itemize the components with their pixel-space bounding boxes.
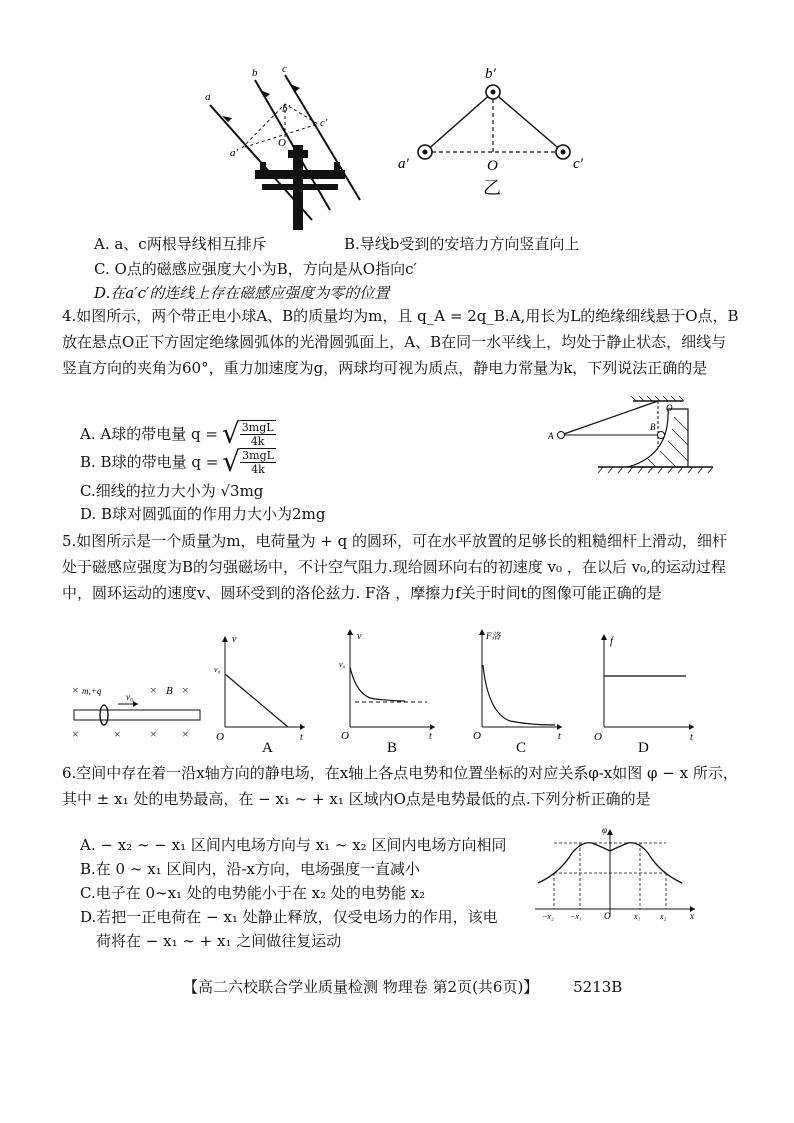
crossarm-low	[262, 184, 338, 190]
caption: D	[638, 740, 649, 756]
origin: O	[594, 731, 602, 743]
y-axis-label: F洛	[486, 631, 501, 641]
pole-label-b2: b′	[282, 103, 290, 115]
label-a: A	[548, 431, 554, 441]
q3-option-c: C. O点的磁感应强度大小为B，方向是从O指向c′	[94, 260, 417, 278]
q6-option-c: C.电子在 0~x₁ 处的电势能小于在 x₂ 处的电势能 x₂	[80, 884, 426, 902]
y-axis-label: v	[357, 631, 362, 642]
pole-label-a2: a′	[230, 147, 238, 159]
x-axis-label: t	[300, 732, 303, 743]
origin: O	[341, 730, 349, 742]
footer-text: 【高二六校联合学业质量检测 物理卷 第2页(共6页)】	[183, 978, 539, 996]
x-axis-label: t	[558, 731, 561, 742]
q6-option-d1: D.若把一正电荷在 − x₁ 处静止释放，仅受电场力的作用，该电	[80, 908, 498, 926]
origin: O	[473, 730, 481, 742]
ball-b	[658, 432, 665, 439]
field-label: B	[166, 685, 173, 697]
svg-text:×: ×	[150, 727, 157, 741]
q4-option-a-prefix: A. A球的带电量 q =	[80, 425, 218, 443]
yi-caption: 乙	[483, 178, 501, 198]
origin: O	[216, 731, 224, 743]
q4-fraction-b	[240, 448, 276, 476]
q5-stem: 5.如图所示是一个质量为m，电荷量为 + q 的圆环，可在水平放置的足够长的粗糙细杆上滑动，细杆处于磁感应强度为B的匀强磁场中，不计空气阻力.现给圆环向右的初速度 v₀ ，在以后 v₀,的运动过程中，圆环运动的速度v、圆环受到的洛伦兹力. F洛 ，摩擦力f关于时间t的图像可能正确的是	[62, 532, 728, 602]
q6-option-a: A. − x₂ ∼ − x₁ 区间内电场方向与 x₁ ∼ x₂ 区间内电场方向相同	[80, 836, 507, 854]
yi-label-o: O	[487, 158, 498, 174]
q4-option-b	[80, 444, 276, 480]
velocity-line	[225, 674, 288, 727]
q6-stem: 6.空间中存在着一沿x轴方向的静电场，在x轴上各点电势和位置坐标的对应关系φ-x如图 φ − x 所示，其中 ± x₁ 处的电势最高，在 − x₁ ∼ + x₁ 区域内O点是电势最低的点.下列分析正确的是	[62, 764, 738, 808]
v0-tick: v₀	[214, 665, 221, 674]
q4-arc-figure	[548, 395, 723, 480]
pole-label-c2: c′	[320, 117, 328, 129]
label-o: O	[666, 403, 673, 413]
sqrt-icon: √	[221, 417, 240, 450]
phi-label: φ	[602, 825, 607, 835]
x-label: x	[690, 911, 694, 921]
q3-option-a: A. a、c两根导线相互排斥	[94, 235, 267, 253]
tick-x1: x₁	[634, 912, 641, 921]
tick-neg-x1: −x₁	[570, 912, 582, 921]
tick-x2: x₂	[660, 912, 667, 921]
q3-option-b: B.导线b受到的安培力方向竖直向上	[344, 235, 580, 253]
lorentz-curve	[483, 665, 555, 725]
pole-label-o: O	[278, 137, 286, 149]
graph-c	[470, 625, 570, 757]
svg-text:×: ×	[72, 727, 79, 741]
pole-label-a: a	[205, 91, 211, 103]
frac-num: 3mgL	[241, 421, 274, 434]
x-axis-label: t	[429, 731, 432, 742]
q4-option-b-prefix: B. B球的带电量 q =	[80, 453, 219, 471]
tick-neg-x2: −x₂	[542, 912, 554, 921]
frac-num: 3mgL	[242, 449, 274, 462]
y-axis-label: f	[610, 635, 614, 647]
sqrt-icon: √	[222, 445, 241, 478]
q6-option-b: B.在 0 ∼ x₁ 区间内，沿-x方向，电场强度一直减小	[80, 860, 420, 878]
frac-den: 4k	[250, 435, 265, 448]
page-footer	[183, 976, 622, 997]
svg-text:×: ×	[150, 683, 157, 697]
svg-text:×: ×	[72, 683, 79, 697]
phi-x-graph	[530, 825, 705, 925]
q5-ring-figure	[70, 680, 210, 740]
x-axis-label: t	[690, 732, 693, 743]
wire-b	[255, 80, 330, 210]
pole-label-b: b	[252, 67, 258, 79]
arrow-b	[260, 90, 270, 98]
yi-label-a: a′	[398, 156, 409, 172]
svg-text:×: ×	[114, 727, 121, 741]
arrow-c	[290, 84, 300, 92]
y-axis-label: v	[232, 634, 237, 645]
graph-a	[210, 632, 310, 757]
velocity-curve	[350, 667, 405, 701]
svg-text:×: ×	[182, 727, 189, 741]
caption: C	[516, 740, 527, 756]
pole-label-c: c	[282, 63, 287, 75]
graph-d	[590, 630, 700, 757]
yi-label-b: b′	[485, 66, 496, 82]
thread	[561, 401, 658, 435]
yi-label-c: c′	[573, 156, 583, 172]
rod	[74, 710, 200, 720]
ring-label: m,+q	[82, 686, 102, 696]
v0-label: v₀	[126, 692, 134, 702]
frac-den: 4k	[251, 463, 265, 476]
footer-code: 5213B	[573, 978, 623, 996]
graph-b	[335, 625, 440, 757]
svg-text:×: ×	[182, 683, 189, 697]
crossarm-top	[255, 170, 345, 179]
q4-option-d: D. B球对圆弧面的作用力大小为2mg	[80, 505, 326, 523]
ball-a	[558, 432, 565, 439]
q6-option-d2: 荷将在 − x₁ ∼ + x₁ 之间做往复运动	[96, 932, 342, 950]
triangle-yi-figure	[395, 60, 600, 200]
q4-stem: 4.如图所示，两个带正电小球A、B的质量均为m，且 q_A = 2q_B.A,用长为L的绝缘细线悬于O点，B放在悬点O正下方固定绝缘圆弧体的光滑圆弧面上，A、B在同一水平线上，均处于静止状态，细线与竖直方向的夹角为60°，重力加速度为g，两球均可视为质点，静电力常量为k，下列说法正确的是	[62, 307, 739, 377]
power-pole-figure	[200, 60, 360, 230]
origin: O	[604, 911, 611, 921]
q4-option-c: C.细线的拉力大小为 √3mg	[80, 482, 264, 500]
label-b: B	[650, 422, 656, 432]
v0-tick: v₀	[339, 660, 346, 669]
q3-option-d: D.在a′c′的连线上存在磁感应强度为零的位置	[94, 284, 390, 302]
caption: A	[262, 740, 273, 756]
caption: B	[387, 740, 398, 756]
